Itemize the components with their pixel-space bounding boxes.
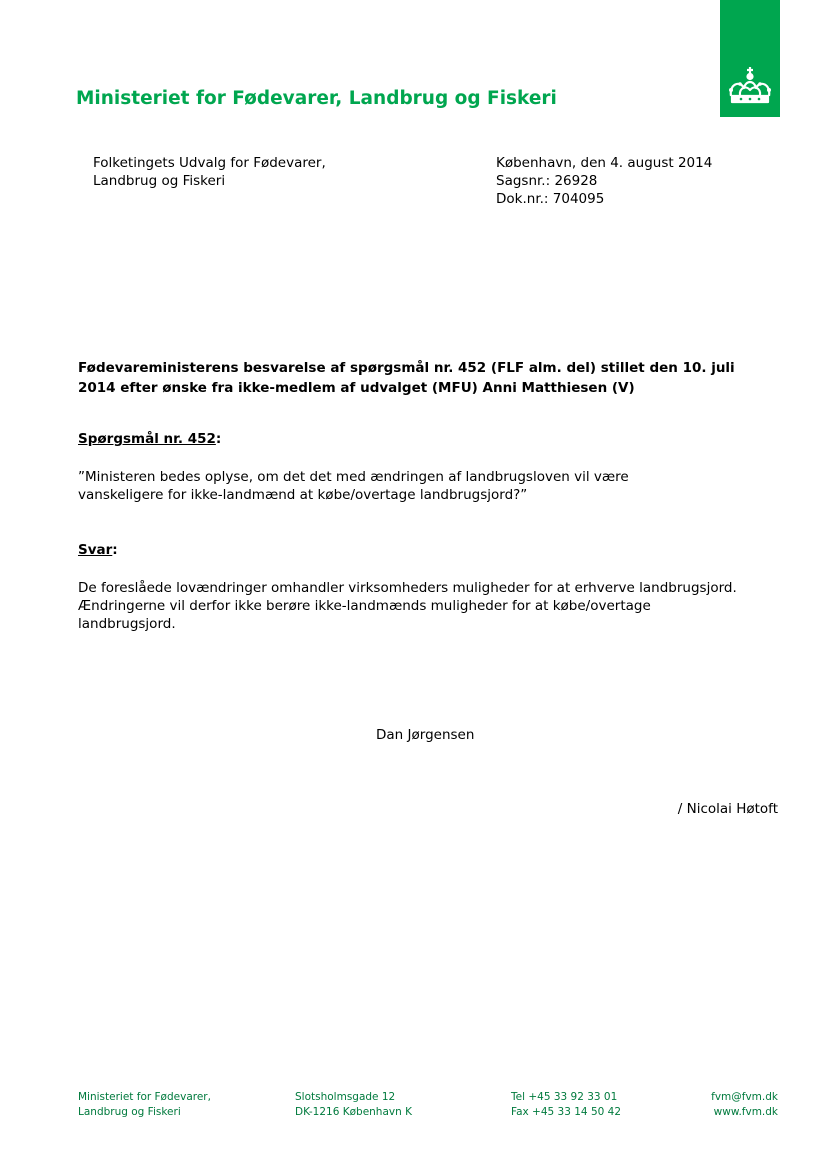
signer-name: Dan Jørgensen bbox=[376, 727, 475, 743]
footer-email-link[interactable]: fvm@fvm.dk bbox=[711, 1091, 778, 1103]
question-text bbox=[78, 468, 629, 504]
recipient-line-2: Landbrug og Fiskeri bbox=[93, 173, 226, 189]
cosigner-name: / Nicolai Høtoft bbox=[677, 801, 778, 817]
footer-address-line-1: Slotsholmsgade 12 bbox=[295, 1091, 396, 1103]
answer-line-2: Ændringerne vil derfor ikke berøre ikke-landmænds muligheder for at købe/overtage bbox=[78, 598, 651, 614]
footer-ministry-line-2: Landbrug og Fiskeri bbox=[78, 1106, 181, 1118]
answer-text bbox=[78, 579, 737, 633]
footer-fax: Fax +45 33 14 50 42 bbox=[511, 1106, 622, 1118]
answer-colon: : bbox=[112, 542, 118, 558]
ministry-logo bbox=[720, 0, 780, 117]
question-line-2: vanskeligere for ikke-landmænd at købe/overtage landbrugsjord?” bbox=[78, 487, 528, 503]
heading-line-2: 2014 efter ønske fra ikke-medlem af udvalget (MFU) Anni Matthiesen (V) bbox=[78, 380, 635, 396]
date-line: København, den 4. august 2014 bbox=[496, 155, 713, 171]
answer-label bbox=[78, 542, 118, 558]
document-meta bbox=[496, 154, 712, 208]
question-line-1: ”Ministeren bedes oplyse, om det det med ændringen af landbrugsloven vil være bbox=[78, 469, 629, 485]
footer-phone bbox=[511, 1090, 621, 1120]
footer-website-link[interactable]: www.fvm.dk bbox=[713, 1106, 778, 1118]
footer-ministry bbox=[78, 1090, 211, 1120]
crown-icon bbox=[726, 66, 774, 106]
heading-line-1: Fødevareministerens besvarelse af spørgsmål nr. 452 (FLF alm. del) stillet den 10. juli bbox=[78, 360, 735, 376]
footer-address bbox=[295, 1090, 412, 1120]
document-heading bbox=[78, 358, 735, 398]
answer-line-1: De foreslåede lovændringer omhandler virksomheders muligheder for at erhverve landbrugsjord. bbox=[78, 580, 737, 596]
answer-line-3: landbrugsjord. bbox=[78, 616, 176, 632]
footer-ministry-line-1: Ministeriet for Fødevarer, bbox=[78, 1091, 211, 1103]
ministry-title: Ministeriet for Fødevarer, Landbrug og Fiskeri bbox=[76, 88, 557, 109]
case-number: Sagsnr.: 26928 bbox=[496, 173, 598, 189]
answer-label-text: Svar bbox=[78, 542, 113, 558]
question-label bbox=[78, 431, 221, 447]
footer-address-line-2: DK-1216 København K bbox=[295, 1106, 412, 1118]
footer-contact bbox=[711, 1090, 778, 1120]
footer-tel: Tel +45 33 92 33 01 bbox=[511, 1091, 618, 1103]
question-label-text: Spørgsmål nr. 452 bbox=[78, 431, 216, 447]
recipient-address bbox=[93, 154, 326, 190]
question-colon: : bbox=[215, 431, 222, 447]
document-number: Dok.nr.: 704095 bbox=[496, 191, 605, 207]
recipient-line-1: Folketingets Udvalg for Fødevarer, bbox=[93, 155, 326, 171]
